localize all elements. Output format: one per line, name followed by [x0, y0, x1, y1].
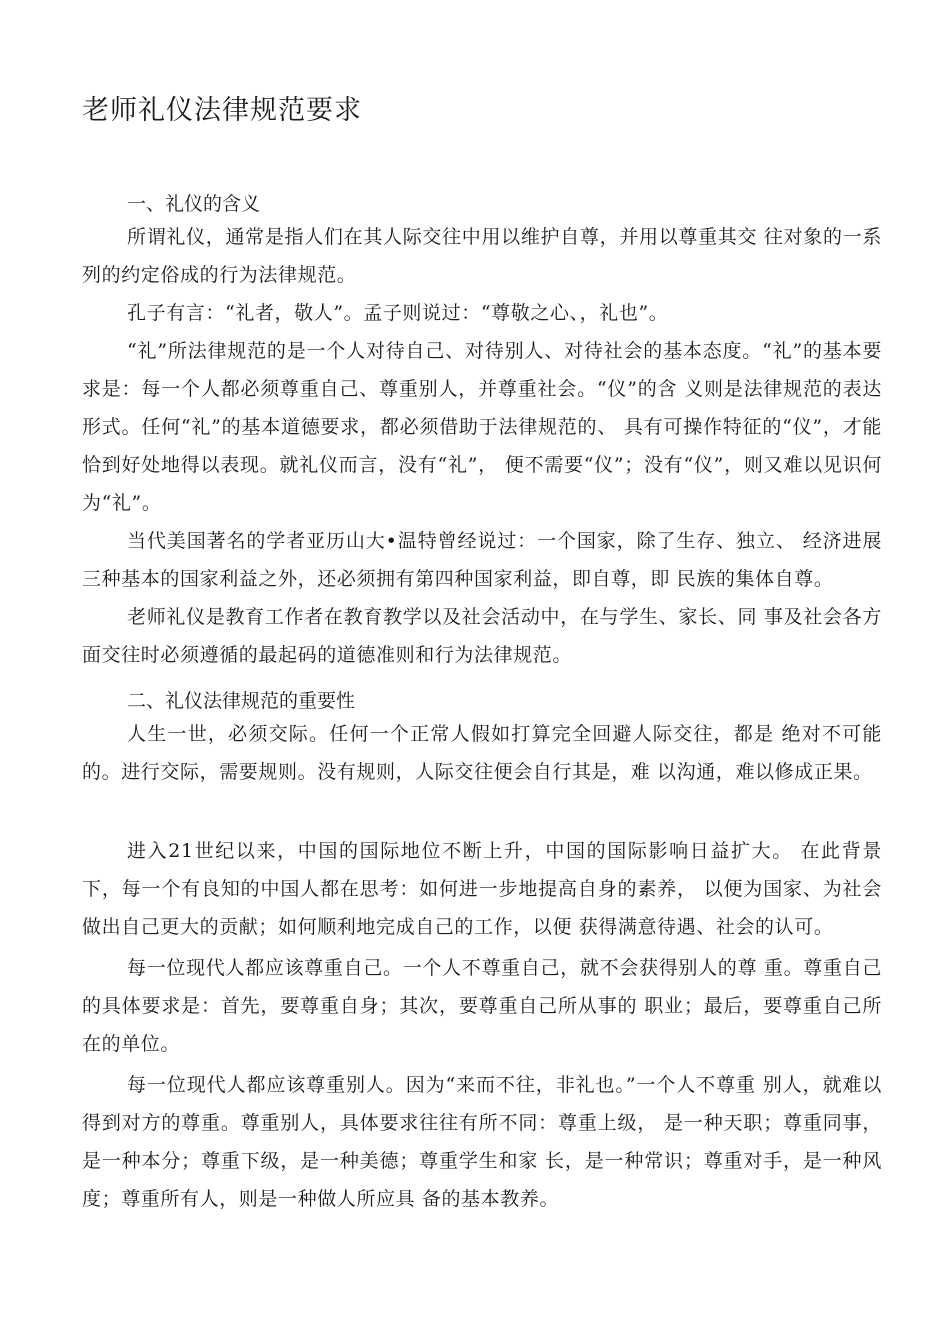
paragraph-respect-self: 每一位现代人都应该尊重自己。一个人不尊重自己，就不会获得别人的尊 重。尊重自己的具体要求是：首先，要尊重自身；其次，要尊重自己所从事的 职业；最后，要尊重自己所在的单位。	[82, 957, 882, 1055]
paragraph-confucius-quote: 孔子有言：“礼者，敬人”。孟子则说过：“尊敬之心、，礼也”。	[127, 302, 669, 324]
document-title: 老师礼仪法律规范要求	[82, 95, 362, 126]
paragraph-teacher-etiquette: 老师礼仪是教育工作者在教育教学以及社会活动中，在与学生、家长、同 事及社会各方面交往时必须遵循的最起码的道德准则和行为法律规范。	[82, 606, 882, 666]
paragraph-social-interaction: 人生一世，必须交际。任何一个正常人假如打算完全回避人际交往，都是 绝对不可能的。进行交际，需要规则。没有规则，人际交往便会自行其是，难 以沟通，难以修成正果。	[82, 723, 882, 783]
paragraph-definition: 所谓礼仪，通常是指人们在其人际交往中用以维护自尊，并用以尊重其交 往对象的一系列的约定俗成的行为法律规范。	[82, 226, 882, 286]
paragraph-21st-century: 进入21世纪以来，中国的国际地位不断上升，中国的国际影响日益扩大。 在此背景下，每一个有良知的中国人都在思考：如何进一步地提高自身的素养， 以便为国家、为社会做出自己更大的贡献；如何顺利地完成自己的工作，以便 获得满意待遇、社会的认可。	[82, 840, 882, 938]
section-heading-importance: 二、礼仪法律规范的重要性	[127, 690, 356, 712]
paragraph-national-self-respect: 当代美国著名的学者亚历山大•温特曾经说过：一个国家，除了生存、独立、 经济进展三种基本的国家利益之外，还必须拥有第四种国家利益，即自尊，即 民族的集体自尊。	[82, 530, 882, 590]
paragraph-respect-others: 每一位现代人都应该尊重别人。因为“来而不往，非礼也。”一个人不尊重 别人，就难以得到对方的尊重。尊重别人，具体要求往往有所不同：尊重上级， 是一种天职；尊重同事，是一种本分；尊重下级，是一种美德；尊重学生和家 长，是一种常识；尊重对手，是一种风度；尊重所有人，则是一种做人所应具 备的基本教养。	[82, 1074, 882, 1210]
section-heading-meaning: 一、礼仪的含义	[127, 193, 261, 215]
paragraph-li-and-yi: “礼”所法律规范的是一个人对待自己、对待别人、对待社会的基本态度。“礼”的基本要求是：每一个人都必须尊重自己、尊重别人，并尊重社会。“仪”的含 义则是法律规范的表达形式。任何“礼”的基本道德要求，都必须借助于法律规范的、 具有可操作特征的“仪”，才能恰到好处地得以表现。就礼仪而言，没有“礼”， 便不需要“仪”；没有“仪”，则又难以见识何为“礼”。	[82, 340, 882, 514]
